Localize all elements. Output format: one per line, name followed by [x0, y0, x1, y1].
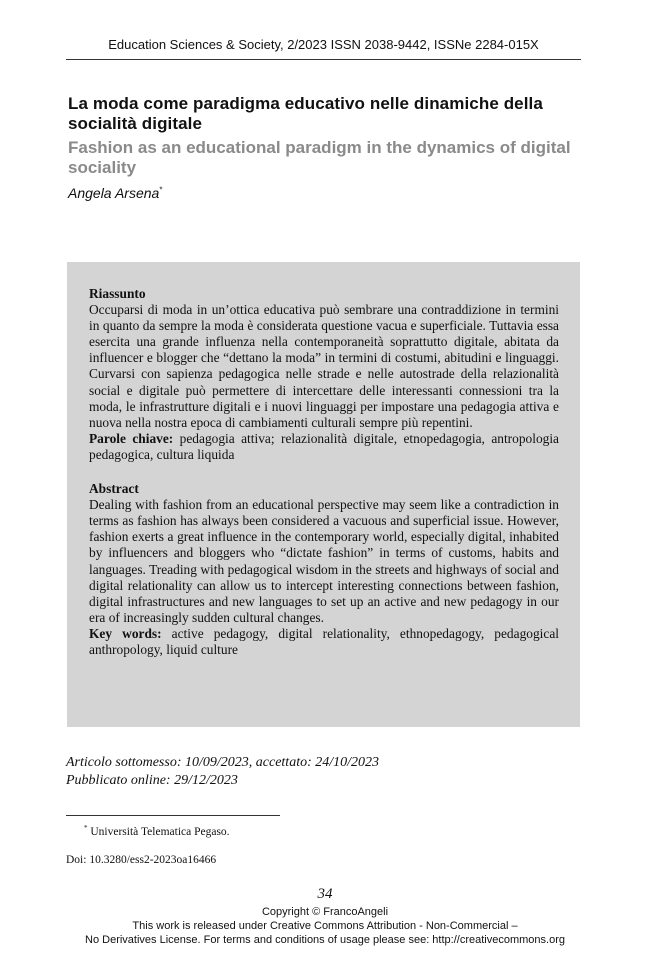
- author-name: [68, 185, 162, 201]
- copyright-line: Copyright © FrancoAngeli: [261, 906, 389, 918]
- abstract-keywords-label: Key words:: [89, 625, 162, 641]
- abstract-keywords: [89, 626, 559, 658]
- affiliation-footnote: [84, 824, 230, 838]
- footnote-mark: *: [84, 824, 88, 832]
- abstract-heading: Abstract: [89, 481, 139, 497]
- article-title-italian: La moda come paradigma educativo nelle dinamiche della socialità digitale: [68, 94, 543, 133]
- riassunto-text: Occuparsi di moda in un’ottica educativa può sembrare una contraddizione in termini in quanto da sempre la moda è considerata questione vacua e superficiale. Tuttavia essa esercita una grande influenza nella contemporaneità soprattutto digitale, abitata da influencer e blogger che “dettano la moda” in termini di costumi, abitudini e linguaggi. Curvarsi con sapienza pedagogica nelle strade e nelle autostrade della relazionalità social e digitale può permettere di intercettare delle interessanti connessioni tra la moda, le infrastrutture digitali e i nuovi linguaggi per impostare una pedagogia attiva e nuova nella nostra epoca di cambiamenti culturali sempre più repentini.: [89, 302, 559, 430]
- license-footer: [0, 905, 650, 947]
- license-line-1: This work is released under Creative Commons Attribution - Non-Commercial –: [132, 920, 518, 932]
- header-divider: [66, 59, 581, 60]
- doi: Doi: 10.3280/ess2-2023oa16466: [66, 854, 217, 866]
- submission-dates: [66, 754, 379, 790]
- riassunto-keywords: [89, 431, 559, 463]
- page-number: 34: [317, 886, 333, 902]
- published-date: Pubblicato online: 29/12/2023: [66, 773, 238, 788]
- footnote-text: Università Telematica Pegaso.: [90, 825, 230, 838]
- abstract-box: [67, 262, 580, 727]
- journal-header: Education Sciences & Society, 2/2023 ISSN 2038-9442, ISSNe 2284-015X: [108, 37, 539, 52]
- abstract-keywords-list: active pedagogy, digital relationality, ethnopedagogy, pedagogical anthropology, liquid culture: [89, 625, 559, 657]
- license-line-2: No Derivatives License. For terms and conditions of usage please see: http://creativecommons.org: [85, 934, 565, 946]
- abstract-content: [89, 286, 559, 658]
- abstract-text: Dealing with fashion from an educational perspective may seem like a contradiction in terms as fashion has always been considered a vacuous and superficial issue. However, fashion exerts a great influence in the contemporary world, especially digital, inhabited by influencers and bloggers who “dictate fashion” in terms of customs, habits and languages. Treading with pedagogical wisdom in the streets and highways of social and digital relationality can allow us to intercept interesting connections between fashion, digital infrastructures and new languages to set up an active and new pedagogy in our era of increasingly sudden cultural changes.: [89, 497, 559, 625]
- author-name-text: Angela Arsena: [68, 185, 160, 201]
- riassunto-keywords-list: pedagogia attiva; relazionalità digitale, etnopedagogia, antropologia pedagogica, cultura liquida: [89, 430, 559, 462]
- riassunto-keywords-label: Parole chiave:: [89, 430, 174, 446]
- author-footnote-mark: *: [159, 185, 163, 195]
- submitted-accepted-date: Articolo sottomesso: 10/09/2023, accettato: 24/10/2023: [66, 755, 380, 770]
- article-title-english: Fashion as an educational paradigm in the dynamics of digital sociality: [68, 138, 571, 177]
- footnote-divider: [66, 815, 280, 816]
- riassunto-heading: Riassunto: [89, 286, 146, 301]
